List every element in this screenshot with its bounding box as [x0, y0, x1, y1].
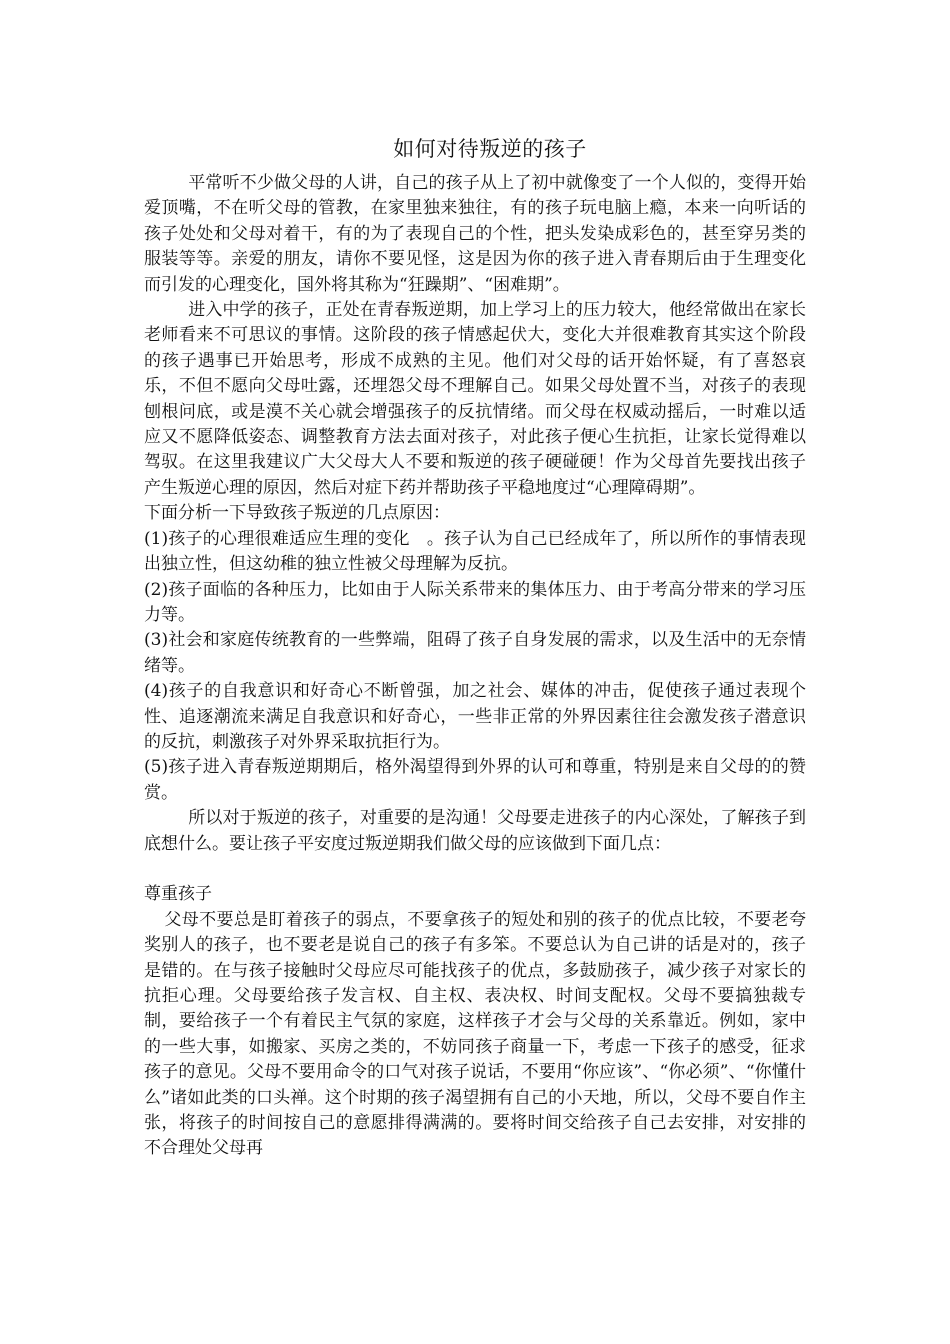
- reason-item-4: (4)孩子的自我意识和好奇心不断曾强，加之社会、媒体的冲击，促使孩子通过表现个性、追逐潮流来满足自我意识和好奇心，一些非正常的外界因素往往会激发孩子潜意识的反抗，刺激孩子对外界采取抗拒行为。: [144, 681, 806, 752]
- paragraph-communication: 所以对于叛逆的孩子，对重要的是沟通！父母要走进孩子的内心深处，了解孩子到底想什么。要让孩子平安度过叛逆期我们做父母的应该做到下面几点：: [144, 808, 806, 854]
- paragraph-respect: 父母不要总是盯着孩子的弱点，不要拿孩子的短处和别的孩子的优点比较，不要老夸奖别人的孩子，也不要老是说自己的孩子有多笨。不要总认为自己讲的话是对的，孩子是错的。在与孩子接触时父母应尽可能找孩子的优点，多鼓励孩子，减少孩子对家长的抗拒心理。父母要给孩子发言权、自主权、表决权、时间支配权。父母不要搞独裁专制，要给孩子一个有着民主气氛的家庭，这样孩子才会与父母的关系靠近。例如，家中的一些大事，如搬家、买房之类的，不妨同孩子商量一下，考虑一下孩子的感受，征求孩子的意见。父母不要用命令的口气对孩子说话，不要用“你应该”、“你必须”、“你懂什么”诸如此类的口头禅。这个时期的孩子渴望拥有自己的小天地，所以，父母不要自作主张，将孩子的时间按自己的意愿排得满满的。要将时间交给孩子自己去安排，对安排的不合理处父母再: [144, 909, 806, 1159]
- reason-item-2: (2)孩子面临的各种压力，比如由于人际关系带来的集体压力、由于考高分带来的学习压力等。: [144, 579, 806, 625]
- document-title: 如何对待叛逆的孩子: [393, 137, 587, 161]
- paragraph-intro-1: 平常听不少做父母的人讲，自己的孩子从上了初中就像变了一个人似的，变得开始爱顶嘴，不在听父母的管教，在家里独来独往，有的孩子玩电脑上瘾，本来一向听话的孩子处处和父母对着干，有的为了表现自己的个性，把头发染成彩色的，甚至穿另类的服装等等。亲爱的朋友，请你不要见怪，这是因为你的孩子进入青春期后由于生理变化而引发的心理变化，国外将其称为“狂躁期”、“困难期”。: [144, 173, 806, 295]
- paragraph-intro-2: 进入中学的孩子，正处在青春叛逆期，加上学习上的压力较大，他经常做出在家长老师看来不可思议的事情。这阶段的孩子情感起伏大，变化大并很难教育其实这个阶段的孩子遇事已开始思考，形成不成熟的主见。他们对父母的话开始怀疑，有了喜怒哀乐，不但不愿向父母吐露，还埋怨父母不理解自己。如果父母处置不当，对孩子的表现刨根问底，或是漠不关心就会增强孩子的反抗情绪。而父母在权威动摇后，一时难以适应又不愿降低姿态、调整教育方法去面对孩子，对此孩子便心生抗拒，让家长觉得难以驾驭。在这里我建议广大父母大人不要和叛逆的孩子硬碰硬！作为父母首先要找出孩子产生叛逆心理的原因，然后对症下药并帮助孩子平稳地度过“心理障碍期”。: [144, 300, 806, 498]
- blank-line: [144, 857, 806, 882]
- reason-item-3: (3)社会和家庭传统教育的一些弊端，阻碍了孩子自身发展的需求，以及生活中的无奈情绪等。: [144, 630, 806, 676]
- reason-item-5: (5)孩子进入青春叛逆期期后，格外渴望得到外界的认可和尊重，特别是来自父母的的赞赏。: [144, 757, 806, 803]
- document-body: [144, 171, 806, 1162]
- reason-item-1: (1)孩子的心理很难适应生理的变化 。孩子认为自己已经成年了，所以所作的事情表现出独立性，但这幼稚的独立性被父母理解为反抗。: [144, 528, 806, 575]
- section-heading-respect: 尊重孩子: [144, 884, 212, 905]
- reasons-intro: 下面分析一下导致孩子叛逆的几点原因：: [144, 503, 450, 524]
